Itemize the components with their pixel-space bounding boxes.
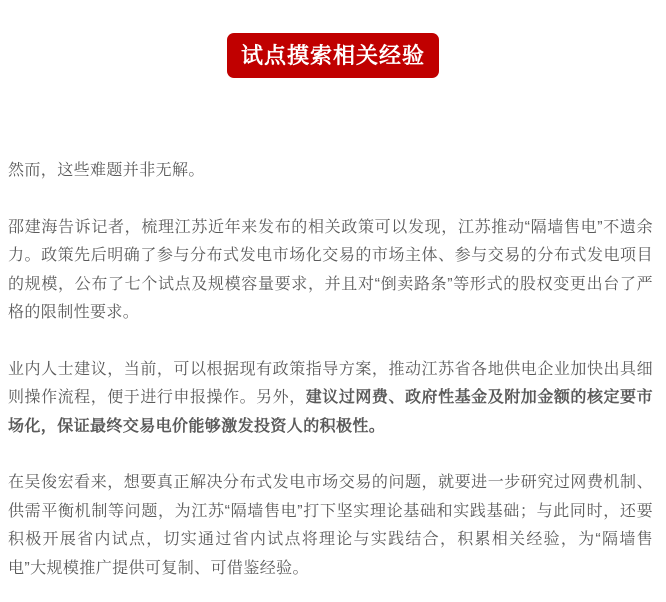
paragraph <box>8 157 653 186</box>
paragraph <box>8 469 653 583</box>
text-run: 邵建海告诉记者，梳理江苏近年来发布的相关政策可以发现，江苏推动“隔墙售电”不遗余力。政策先后明确了参与分布式发电市场化交易的市场主体、参与交易的分布式发电项目的规模，公布了七个试点及规模容量要求，并且对“倒卖路条”等形式的股权变更出台了严格的限制性要求。 <box>8 218 653 321</box>
section-title-badge: 试点摸索相关经验 <box>227 33 439 78</box>
paragraph <box>8 356 653 442</box>
text-run: 业内人士建议，当前，可以根据现有政策指导方案，推动江苏省各地供电企业加快出具细则操作流程，便于进行申报操作。另外， <box>8 360 653 406</box>
text-run: 然而，这些难题并非无解。 <box>8 162 205 179</box>
paragraph <box>8 214 653 328</box>
bold-text-run: 建议过网费、政府性基金及附加金额的核定要市场化，保证最终交易电价能够激发投资人的积极性。 <box>8 389 654 435</box>
text-run: 在吴俊宏看来，想要真正解决分布式发电市场交易的问题，就要进一步研究过网费机制、供需平衡机制等问题，为江苏“隔墙售电”打下坚实理论基础和实践基础；与此同时，还要积极开展省内试点，切实通过省内试点将理论与实践结合，积累相关经验，为“隔墙售电”大规模推广提供可复制、可借鉴经验。 <box>8 474 653 577</box>
article-body <box>0 78 666 583</box>
section-header <box>0 0 666 78</box>
